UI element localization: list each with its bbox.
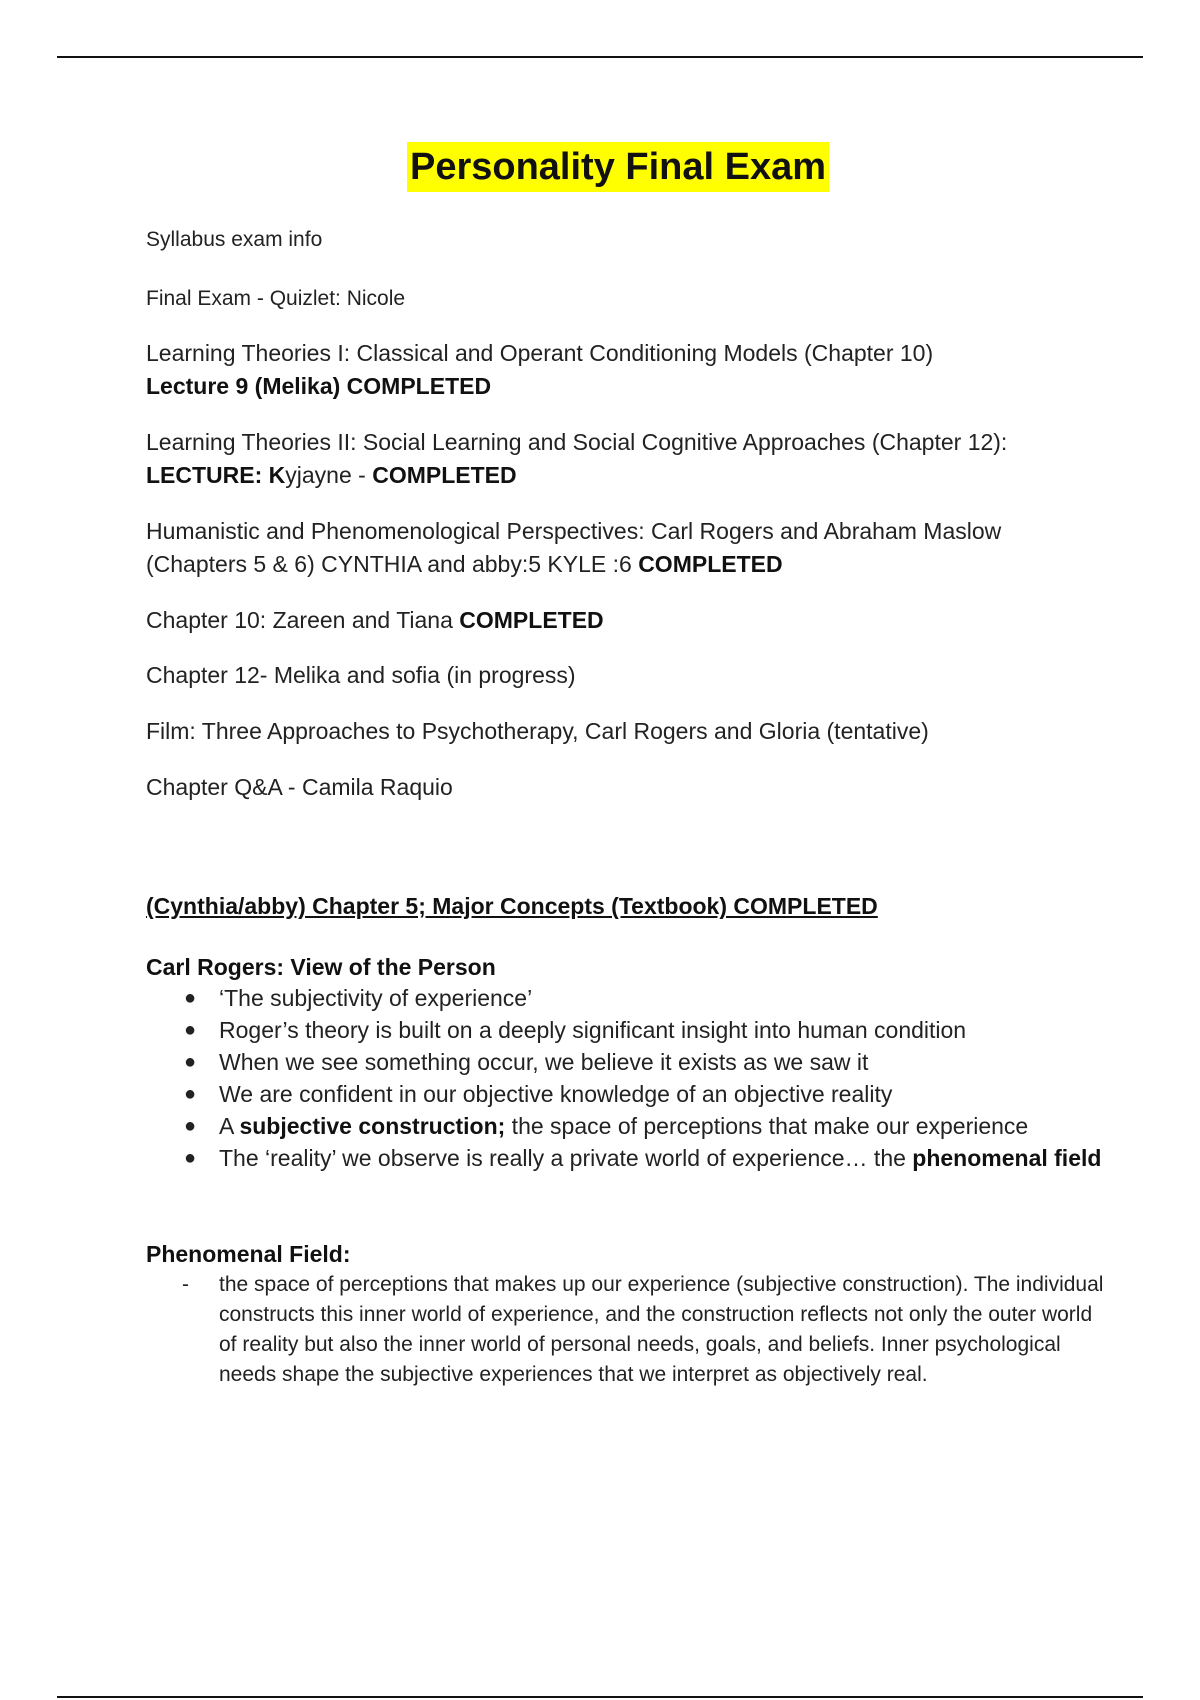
lt2-presenter: yjayne -: [285, 462, 373, 488]
syllabus-text: Syllabus exam info: [146, 228, 323, 251]
lt2-completed: COMPLETED: [372, 462, 517, 488]
rogers-bullet-list: [146, 982, 1106, 1174]
chapter-10-line: [146, 604, 1086, 637]
list-item: [146, 1046, 1106, 1078]
ch10-completed: COMPLETED: [459, 607, 604, 633]
top-rule: [57, 56, 1143, 58]
bullet-icon: ●: [184, 1115, 197, 1137]
learning-theories-1: [146, 337, 1086, 403]
phenomenal-heading: Phenomenal Field:: [146, 1241, 351, 1267]
bullet-text: When we see something occur, we believe it exists as we saw it: [219, 1049, 869, 1075]
phenomenal-definition: the space of perceptions that makes up our experience (subjective construction). The individual constructs this inner world of experience, and the construction reflects not only the outer world of reality but also the inner world of personal needs, goals, and beliefs. Inner psychological needs shape the subjective experiences that we interpret as objectively real.: [219, 1273, 1104, 1386]
humanistic-perspectives: [146, 515, 1086, 581]
bullet-text: ‘The subjectivity of experience’: [219, 985, 533, 1011]
bottom-rule: [57, 1696, 1143, 1698]
lt1-line: Learning Theories I: Classical and Operant Conditioning Models (Chapter 10): [146, 340, 934, 366]
bullet-icon: ●: [184, 1147, 197, 1169]
ch10-text: Chapter 10: Zareen and Tiana: [146, 607, 460, 633]
rogers-heading: Carl Rogers: View of the Person: [146, 954, 496, 980]
bullet-icon: ●: [184, 1019, 197, 1041]
lt1-status: Lecture 9 (Melika) COMPLETED: [146, 373, 492, 399]
bullet-text: Roger’s theory is built on a deeply significant insight into human condition: [219, 1017, 967, 1043]
list-item: [146, 1110, 1106, 1142]
bullet-text: the space of perceptions that make our experience: [505, 1113, 1029, 1139]
film-line: Film: Three Approaches to Psychotherapy, Carl Rogers and Gloria (tentative): [146, 718, 929, 744]
hp-assignees: (Chapters 5 & 6) CYNTHIA and abby:5 KYLE :6: [146, 551, 639, 577]
section-heading: (Cynthia/abby) Chapter 5; Major Concepts (Textbook) COMPLETED: [146, 893, 878, 919]
learning-theories-2: [146, 426, 1086, 492]
bullet-text: A: [219, 1113, 240, 1139]
list-item: [146, 1270, 1106, 1390]
lt2-lecture-label: LECTURE: K: [146, 462, 286, 488]
hp-status: [146, 548, 1086, 581]
chapter-12-line: Chapter 12- Melika and sofia (in progress): [146, 662, 576, 688]
list-item: [146, 982, 1106, 1014]
hp-completed: COMPLETED: [638, 551, 783, 577]
bullet-bold-term: phenomenal field: [912, 1145, 1102, 1171]
bullet-icon: ●: [184, 1051, 197, 1073]
list-item: [146, 1078, 1106, 1110]
hp-line: Humanistic and Phenomenological Perspectives: Carl Rogers and Abraham Maslow: [146, 518, 1002, 544]
qa-line: Chapter Q&A - Camila Raquio: [146, 774, 453, 800]
list-item: [146, 1142, 1106, 1174]
lt2-line: Learning Theories II: Social Learning and Social Cognitive Approaches (Chapter 12):: [146, 429, 1008, 455]
bullet-icon: ●: [184, 1083, 197, 1105]
bullet-text: The ‘reality’ we observe is really a private world of experience… the: [219, 1145, 913, 1171]
phenomenal-list: [146, 1270, 1106, 1390]
list-item: [146, 1014, 1106, 1046]
bullet-icon: ●: [184, 987, 197, 1009]
lt2-status: [146, 459, 1086, 492]
final-exam-text: Final Exam - Quizlet: Nicole: [146, 287, 406, 310]
page-title: Personality Final Exam: [407, 142, 829, 192]
dash-icon: -: [182, 1273, 189, 1296]
bullet-bold-term: subjective construction;: [239, 1113, 506, 1139]
title-wrap: [146, 142, 1090, 192]
bullet-text: We are confident in our objective knowledge of an objective reality: [219, 1081, 893, 1107]
